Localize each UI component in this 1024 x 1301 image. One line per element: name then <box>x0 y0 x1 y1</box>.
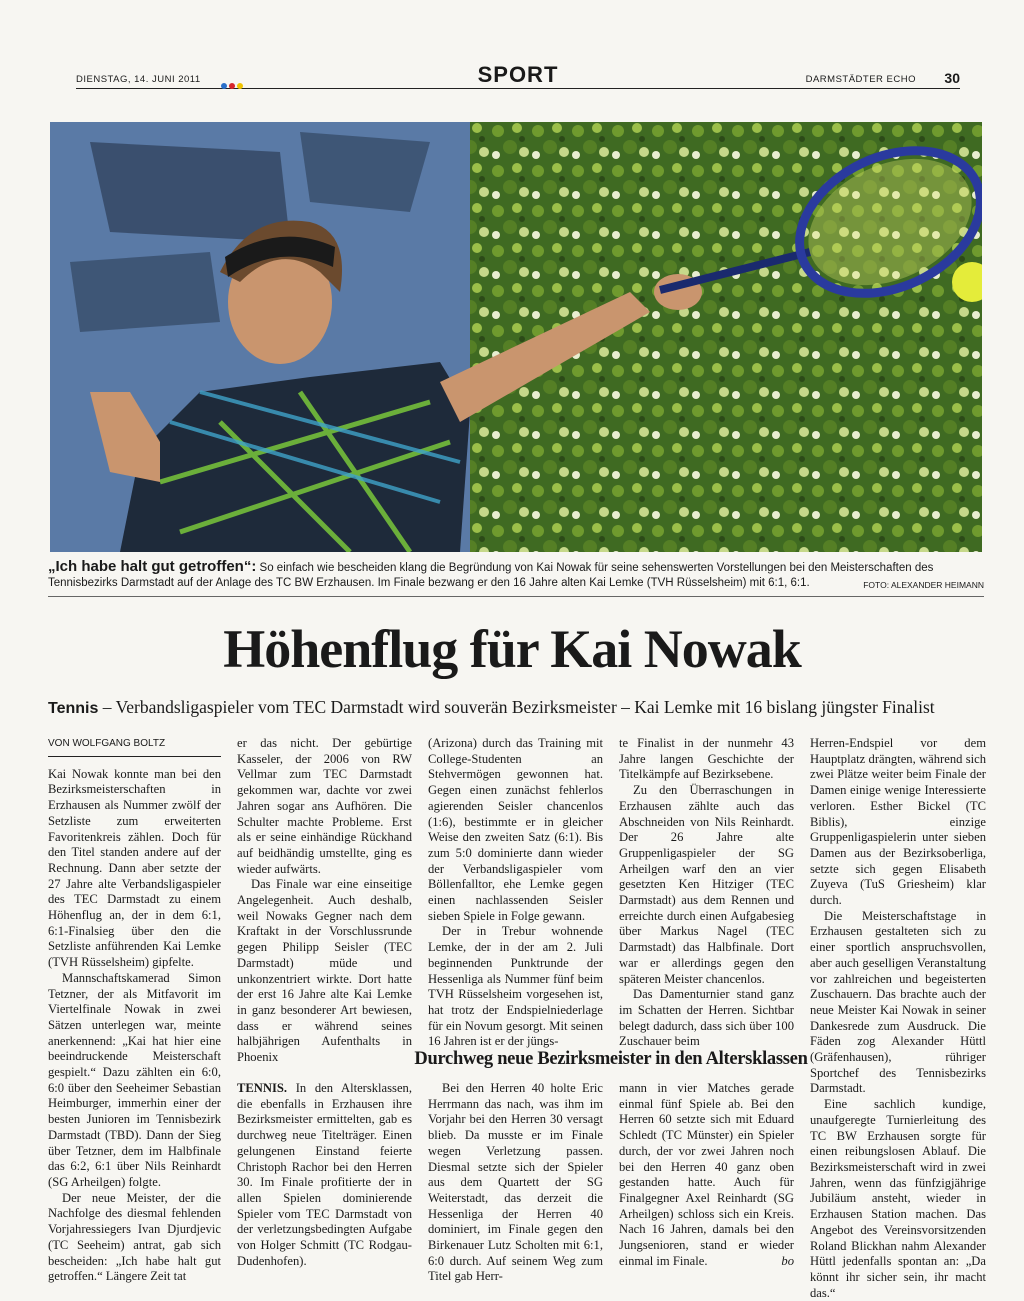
subhead-text: Verbandsligaspieler vom TEC Darmstadt wird souverän Bezirksmeister – Kai Lemke mit 16 bislang jüngster Finalist <box>115 697 935 717</box>
subhead-keyword: Tennis <box>48 700 99 717</box>
sidebar-title: Durchweg neue Bezirksmeister in den Altersklassen <box>414 1049 808 1069</box>
sidebar-column-2 <box>428 1081 603 1285</box>
article-headline: Höhenflug für Kai Nowak <box>223 619 801 679</box>
article-subheadline <box>48 697 984 718</box>
paragraph: Bei den Herren 40 holte Eric Herrmann das nach, was ihm im Vorjahr bei den Herren 30 versagt blieb. Da musste er im Finale wegen Verletzung passen. Diesmal setzte sich der Spieler aus dem Quartett der SG Weiterstadt, das derzeit die Hessenliga der Herren 40 dominiert, im Finale gegen den Birkenauer Lutz Scholten mit 6:1, 6:0 durch. Auf seinem Weg zum Titel gab Herr- <box>428 1081 603 1284</box>
section-title: SPORT <box>477 62 559 87</box>
paragraph: Kai Nowak konnte man bei den Bezirksmeisterschaften in Erzhausen als Nummer zwölf der Setzliste zum erweiterten Favoritenkreis zählen. Doch für den Titel standen andere auf der Rechnung. Dann aber setzte der 27 Jahre alte Verbandsligaspieler des TEC Darmstadt zu einem Höhenflug an, der in dem 6:1, 6:1-Finalsieg über den die Setzliste anführenden Kai Lemke (TVH Rüsselsheim) gipfelte. <box>48 766 221 970</box>
paragraph: Herren-Endspiel vor dem Hauptplatz drängten, während sich zwei Plätze weiter beim Finale der Damen einige wenige Interessierte verloren. Esther Bickel (TC Biblis), einzige Gruppenligaspielerin unter sieben Damen aus der Bezirksoberliga, setzte sich gegen Elisabeth Zuyeva (TuS Griesheim) klar durch. <box>810 736 986 908</box>
paragraph: Eine sachlich kundige, unaufgeregte Turnierleitung des TC BW Erzhausen sorgte für einen reibungslosen Ablauf. Die Bezirksmeisterschaft wird in zwei Jahren, wenn das fünfzigjährige Jubiläum ansteht, wieder in Erzhausen Station machen. Das Angebot des Vereinsvorsitzenden Roland Blickhan nahm Alexander Hüttl jedenfalls spontan an: „Da könnt ihr sicher sein, ihr macht das.“ <box>810 1097 986 1300</box>
page-number: 30 <box>944 70 960 86</box>
sidebar-keyword: TENNIS. <box>237 1081 288 1095</box>
page-header <box>76 62 960 89</box>
issue-date: DIENSTAG, 14. JUNI 2011 <box>76 74 201 85</box>
sidebar-text: mann in vier Matches gerade einmal fünf Spiele ab. Bei den Herren 60 setzte sich mit Eduard Schledt (TC Münster) ein Spieler durch, der vor zwei Jahren noch bei den Herren 40 ganz oben gestanden hatte. Auch für Finalgegner Axel Reinhardt (SG Arheilgen) schloss sich ein Kreis. Nach 16 Jahren, damals bei den Jungsenioren, stand er wieder einmal im Finale. <box>619 1081 794 1268</box>
subhead-dash: – <box>98 697 116 717</box>
paragraph: Der in Trebur wohnende Lemke, der in der am 2. Juli beginnenden Punktrunde der Hessenliga als Nummer fünf beim TVH Rüsselsheim vorgesehen ist, hat trotz der Endspielniederlage für ein Novum gesorgt. Mit seinen 16 Jahren ist er der jüngs- <box>428 924 603 1049</box>
photo-caption <box>48 560 984 592</box>
sidebar-column-1 <box>237 1081 412 1269</box>
caption-rule <box>48 596 984 597</box>
paragraph: (Arizona) durch das Training mit College-Studenten an Stehvermögen gewonnen hat. Gegen einen zunächst fehlerlos agierenden Seisler chancenlos (1:6), bestimmte er in gleicher Weise den zweiten Satz (6:1). Bis zum 5:0 dominierte dann wieder der Verbandsligaspieler vom Böllenfalltor, ehe Lemke gegen einen nachlassenden Seisler sieben Spiele in Folge gewann. <box>428 736 603 923</box>
sidebar-text: In den Altersklassen, die ebenfalls in Erzhausen ihre Bezirksmeister ermittelten, gab es durchweg neue Titelträger. Einen gelungenen Einstand feierte Christoph Rachor bei den Herren 30. Im Finale profitierte der in allen Spielen dominierende Spieler vom TEC Darmstadt von der verletzungsbedingten Aufgabe von Holger Schmitt (TC Rodgau-Dudenhofen). <box>237 1081 412 1268</box>
photo-illustration <box>50 122 982 552</box>
author-signature: bo <box>781 1253 794 1268</box>
paragraph <box>237 1081 412 1269</box>
article-column-1 <box>48 736 221 1285</box>
paragraph: Der neue Meister, der die Nachfolge des diesmal fehlenden Vorjahressiegers Ivan Djurdjevic (TC Seeheim) antrat, gab sich bescheiden: „Ich habe halt gut getroffen.“ Längere Zeit tat <box>48 1190 221 1284</box>
paragraph: te Finalist in der nunmehr 43 Jahre langen Geschichte der Titelkämpfe auf Bezirksebene. <box>619 736 794 782</box>
tennis-player-photo <box>50 122 982 552</box>
paragraph: Das Finale war eine einseitige Angelegenheit. Auch deshalb, weil Nowaks Gegner nach dem Kraftakt in der Vorschlussrunde gegen Philipp Seisler (TEC Darmstadt) müde und unkonzentriert wirkte. Dort hatte der erst 16 Jahre alte Kai Lemke in ganz besonderer Art bewiesen, dass er während seines halbjährigen Aufenthalts in Phoenix <box>237 877 412 1065</box>
paragraph: Zu den Überraschungen in Erzhausen zählte auch das Abschneiden von Nils Reinhardt. Der 26 Jahre alte Gruppenligaspieler der SG Arheilgen warf den an vier gesetzten Ken Hitziger (TEC Darmstadt) aus dem Rennen und erreichte durch einen Aufgabesieg über Markus Nagel (TEC Darmstadt) das Halbfinale. Dort war er allerdings gegen den späteren Meister chancenlos. <box>619 783 794 986</box>
newspaper-name: DARMSTÄDTER ECHO <box>805 74 916 85</box>
paragraph: er das nicht. Der gebürtige Kasseler, der 2006 von RW Vellmar zum TEC Darmstadt gekommen war, dachte vor zwei Jahren sogar ans Aufhören. Die Schulter machte Probleme. Erst als er seine einhändige Rückhand auf beidhändig umstellte, ging es wieder aufwärts. <box>237 736 412 876</box>
caption-text: So einfach wie bescheiden klang die Begründung von Kai Nowak für seine sehenswerten Vorstellungen bei den Meisterschaften des Tennisbezirks Darmstadt auf der Anlage des TC BW Erzhausen. Im Finale bezwang er den 16 Jahre alten Kai Lemke (TVH Rüsselsheim) mit 6:1, 6:1. <box>48 562 934 589</box>
article-column-5 <box>810 736 986 1301</box>
paragraph: Die Meisterschaftstage in Erzhausen gestalteten sich zu einer sportlich anspruchsvollen, aber auch geselligen Veranstaltung vor zahlreichen und begeisterten Zuschauern. Das brachte auch der neue Meister Kai Nowak in seiner Dankesrede zum Ausdruck. Die Fäden zog Alexander Hüttl (Gräfenhausen), rühriger Sportchef des Tennisbezirks Darmstadt. <box>810 908 986 1096</box>
paragraph: Mannschaftskamerad Simon Tetzner, der als Mitfavorit im Viertelfinale Nowak in zwei Sätzen unterlegen war, meinte anerkennend: „Kai hat hier eine beeindruckende Meisterschaft gespielt.“ Dazu zählten ein 6:0, 6:0 über den Seeheimer Sebastian Heimburger, immerhin einer der besten Junioren im Tennisbezirk Darmstadt (TBD). Dann der Sieg über Tetzner, dem im Halbfinale das 6:2, 6:1 über Nils Reinhardt (SG Arheilgen) folgte. <box>48 970 221 1189</box>
article-column-4 <box>619 736 794 1050</box>
sidebar-column-3 <box>619 1081 794 1269</box>
article-column-2 <box>237 736 412 1066</box>
paragraph <box>619 1081 794 1269</box>
photo-credit: FOTO: ALEXANDER HEIMANN <box>863 579 984 590</box>
byline: VON WOLFGANG BOLTZ <box>48 736 221 757</box>
article-column-3 <box>428 736 603 1050</box>
paragraph: Das Damenturnier stand ganz im Schatten der Herren. Sichtbar belegt dadurch, dass sich über 100 Zuschauer beim <box>619 987 794 1049</box>
caption-lead: „Ich habe halt gut getroffen“: <box>48 558 257 575</box>
